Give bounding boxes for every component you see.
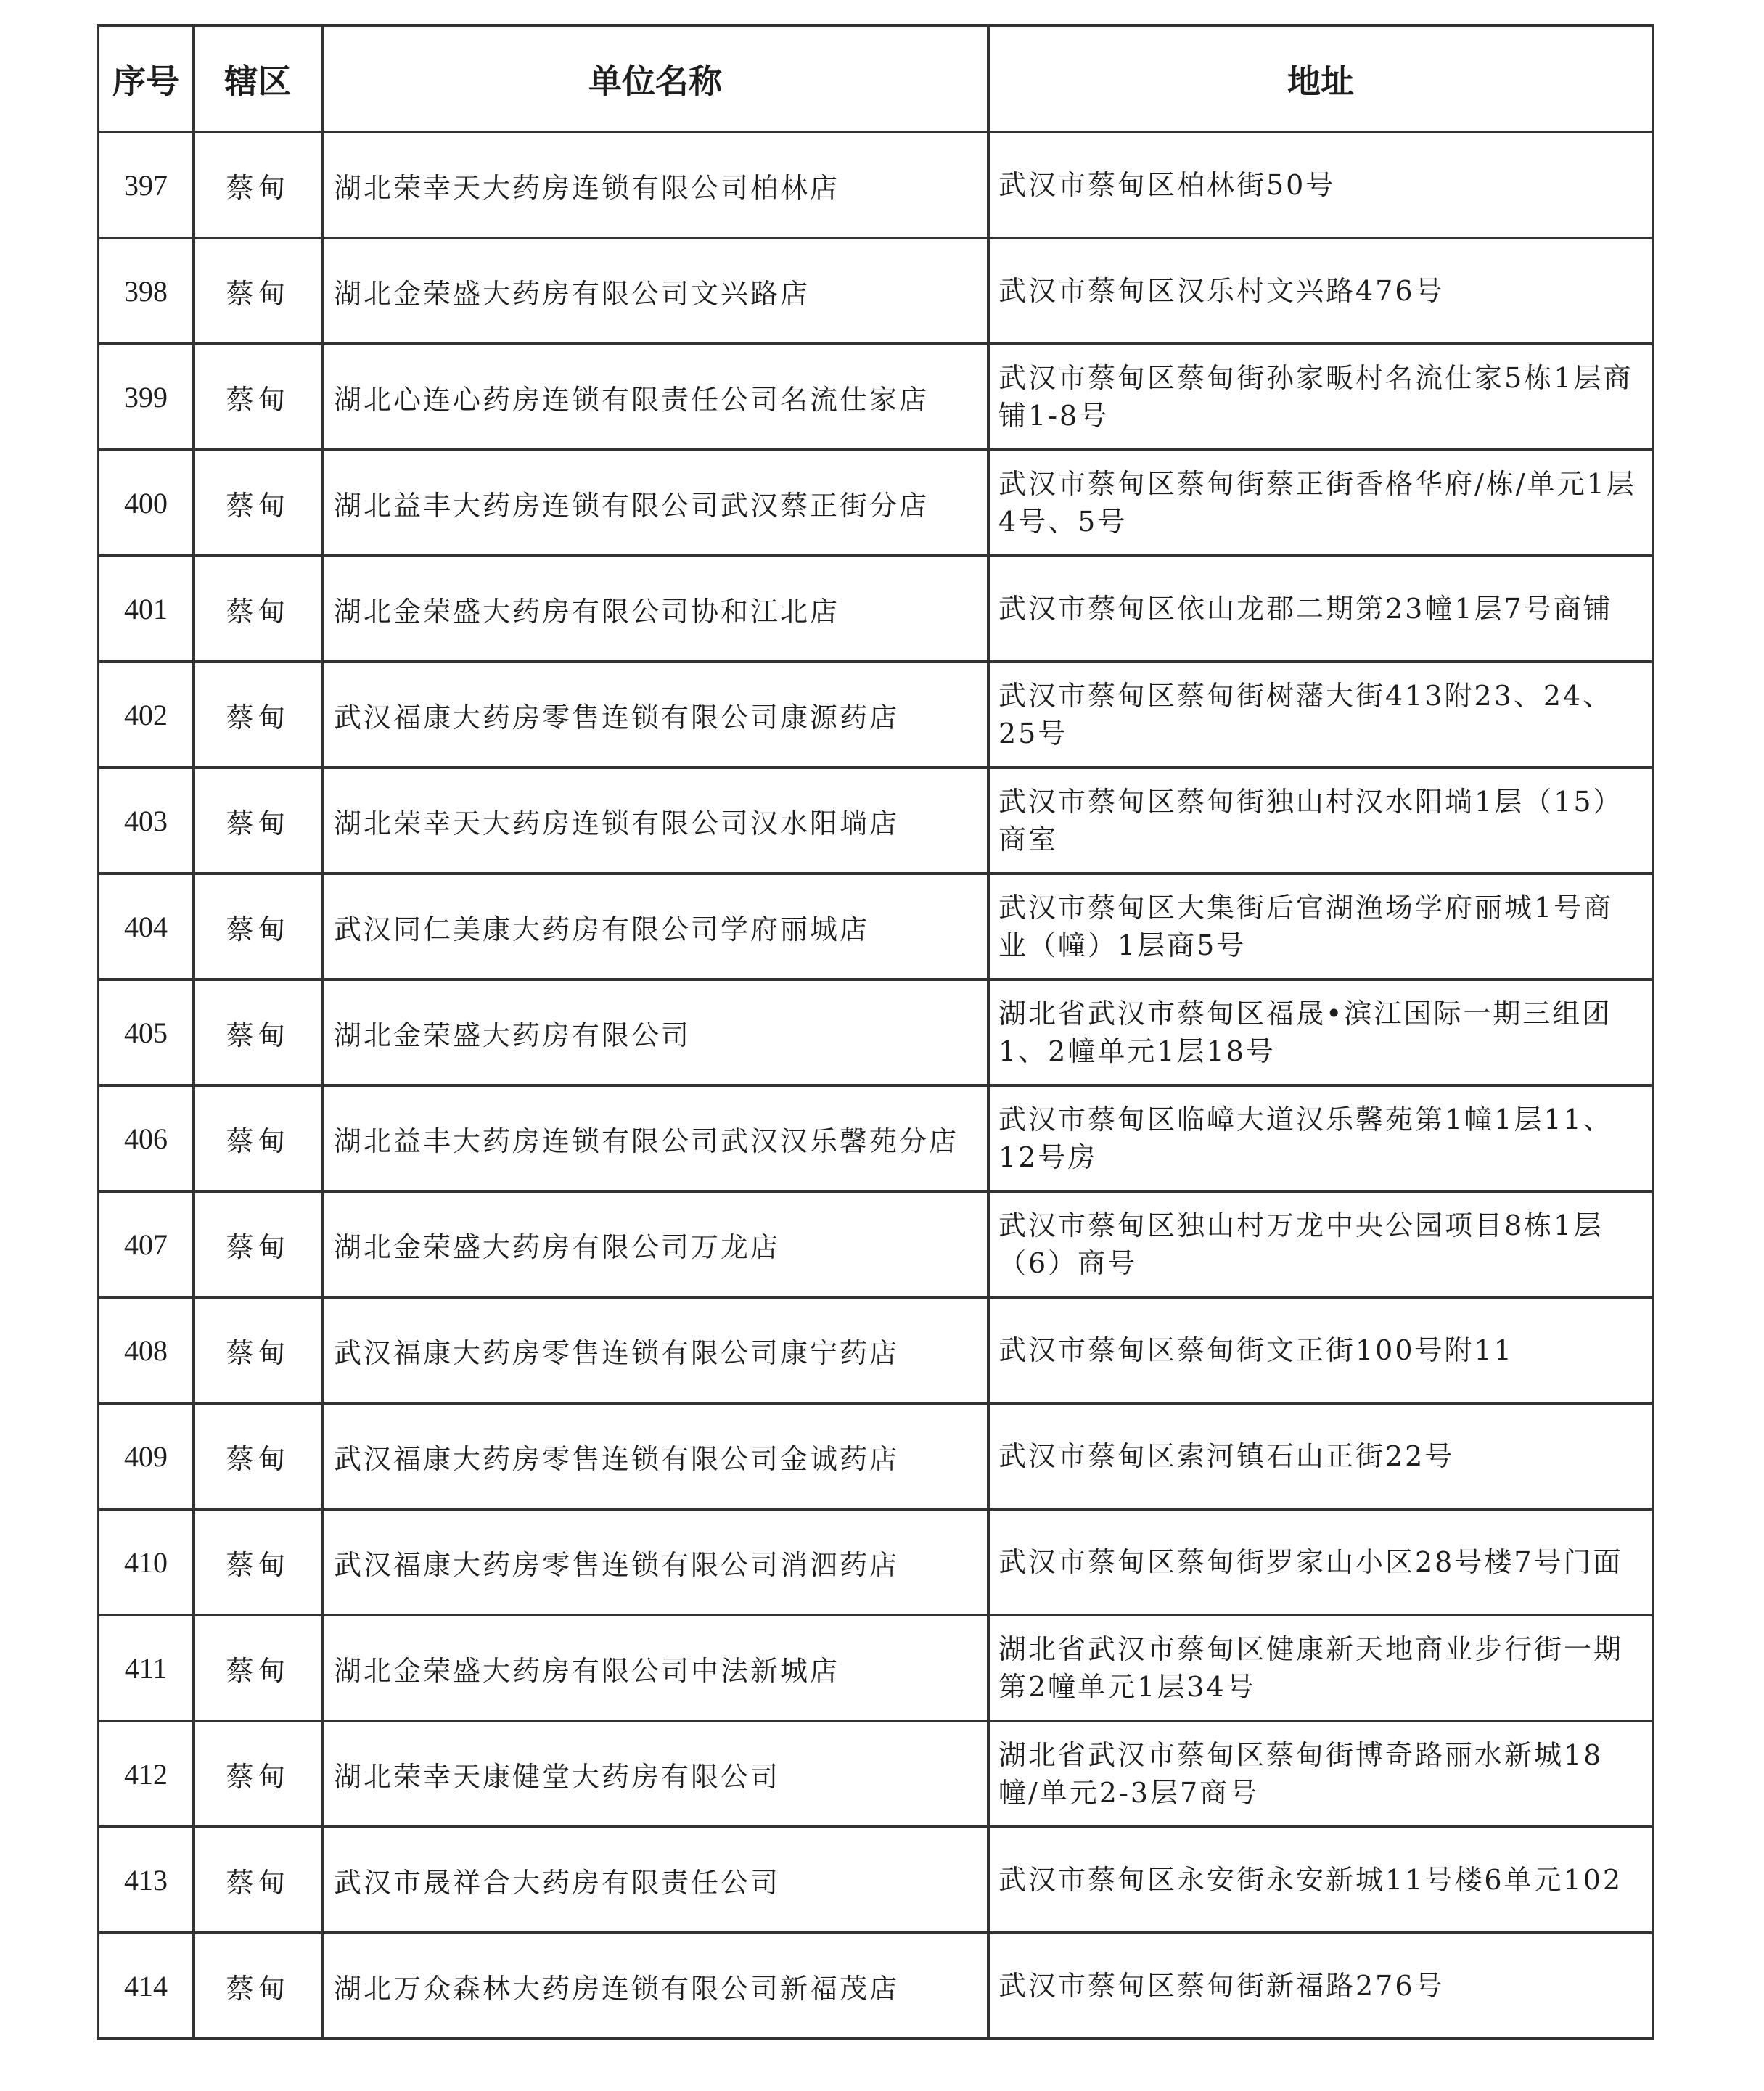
header-unit-name: 单位名称 xyxy=(322,25,988,132)
serial-number-cell: 397 xyxy=(98,132,194,238)
table-header xyxy=(98,25,1653,132)
address-cell: 武汉市蔡甸区蔡甸街新福路276号 xyxy=(988,1933,1653,2039)
address-cell: 武汉市蔡甸区独山村万龙中央公园项目8栋1层（6）商号 xyxy=(988,1191,1653,1297)
table-row xyxy=(98,662,1653,768)
table-row xyxy=(98,344,1653,450)
serial-number-cell: 399 xyxy=(98,344,194,450)
district-cell: 蔡甸 xyxy=(194,1403,322,1509)
serial-number-cell: 402 xyxy=(98,662,194,768)
address-cell: 武汉市蔡甸区蔡甸街孙家畈村名流仕家5栋1层商铺1-8号 xyxy=(988,344,1653,450)
address-cell: 湖北省武汉市蔡甸区福晟•滨江国际一期三组团1、2幢单元1层18号 xyxy=(988,979,1653,1085)
table-row xyxy=(98,768,1653,874)
address-cell: 湖北省武汉市蔡甸区健康新天地商业步行街一期第2幢单元1层34号 xyxy=(988,1615,1653,1721)
address-cell: 武汉市蔡甸区索河镇石山正街22号 xyxy=(988,1403,1653,1509)
district-cell: 蔡甸 xyxy=(194,768,322,874)
table-row xyxy=(98,874,1653,979)
district-cell: 蔡甸 xyxy=(194,1509,322,1615)
unit-name-cell: 湖北益丰大药房连锁有限公司武汉汉乐馨苑分店 xyxy=(322,1085,988,1191)
district-cell: 蔡甸 xyxy=(194,1721,322,1827)
address-cell: 武汉市蔡甸区汉乐村文兴路476号 xyxy=(988,238,1653,344)
address-cell: 武汉市蔡甸区永安街永安新城11号楼6单元102 xyxy=(988,1827,1653,1933)
table-row xyxy=(98,1085,1653,1191)
district-cell: 蔡甸 xyxy=(194,556,322,662)
table-row xyxy=(98,450,1653,556)
address-cell: 武汉市蔡甸区蔡甸街文正街100号附11 xyxy=(988,1297,1653,1403)
unit-name-cell: 武汉福康大药房零售连锁有限公司消泗药店 xyxy=(322,1509,988,1615)
table-row xyxy=(98,1191,1653,1297)
district-cell: 蔡甸 xyxy=(194,662,322,768)
table-row xyxy=(98,556,1653,662)
serial-number-cell: 401 xyxy=(98,556,194,662)
table-row xyxy=(98,1721,1653,1827)
unit-name-cell: 湖北荣幸天大药房连锁有限公司柏林店 xyxy=(322,132,988,238)
header-address: 地址 xyxy=(988,25,1653,132)
district-cell: 蔡甸 xyxy=(194,238,322,344)
unit-name-cell: 湖北万众森林大药房连锁有限公司新福茂店 xyxy=(322,1933,988,2039)
unit-name-cell: 湖北金荣盛大药房有限公司文兴路店 xyxy=(322,238,988,344)
address-cell: 武汉市蔡甸区蔡甸街蔡正街香格华府/栋/单元1层4号、5号 xyxy=(988,450,1653,556)
unit-name-cell: 湖北荣幸天康健堂大药房有限公司 xyxy=(322,1721,988,1827)
address-cell: 武汉市蔡甸区柏林街50号 xyxy=(988,132,1653,238)
table-row xyxy=(98,1615,1653,1721)
address-cell: 湖北省武汉市蔡甸区蔡甸街博奇路丽水新城18幢/单元2-3层7商号 xyxy=(988,1721,1653,1827)
district-cell: 蔡甸 xyxy=(194,1191,322,1297)
unit-name-cell: 湖北金荣盛大药房有限公司 xyxy=(322,979,988,1085)
table-row xyxy=(98,132,1653,238)
address-cell: 武汉市蔡甸区临嶂大道汉乐馨苑第1幢1层11、12号房 xyxy=(988,1085,1653,1191)
unit-name-cell: 湖北心连心药房连锁有限责任公司名流仕家店 xyxy=(322,344,988,450)
header-row xyxy=(98,25,1653,132)
table-row xyxy=(98,1933,1653,2039)
unit-name-cell: 武汉福康大药房零售连锁有限公司康宁药店 xyxy=(322,1297,988,1403)
unit-name-cell: 武汉同仁美康大药房有限公司学府丽城店 xyxy=(322,874,988,979)
serial-number-cell: 410 xyxy=(98,1509,194,1615)
header-district: 辖区 xyxy=(194,25,322,132)
address-cell: 武汉市蔡甸区蔡甸街独山村汉水阳埫1层（15）商室 xyxy=(988,768,1653,874)
serial-number-cell: 398 xyxy=(98,238,194,344)
address-cell: 武汉市蔡甸区蔡甸街罗家山小区28号楼7号门面 xyxy=(988,1509,1653,1615)
unit-name-cell: 湖北益丰大药房连锁有限公司武汉蔡正街分店 xyxy=(322,450,988,556)
address-cell: 武汉市蔡甸区大集街后官湖渔场学府丽城1号商业（幢）1层商5号 xyxy=(988,874,1653,979)
district-cell: 蔡甸 xyxy=(194,1085,322,1191)
unit-name-cell: 湖北金荣盛大药房有限公司中法新城店 xyxy=(322,1615,988,1721)
serial-number-cell: 409 xyxy=(98,1403,194,1509)
district-cell: 蔡甸 xyxy=(194,874,322,979)
header-serial-number: 序号 xyxy=(98,25,194,132)
serial-number-cell: 407 xyxy=(98,1191,194,1297)
district-cell: 蔡甸 xyxy=(194,450,322,556)
serial-number-cell: 412 xyxy=(98,1721,194,1827)
serial-number-cell: 400 xyxy=(98,450,194,556)
unit-name-cell: 武汉福康大药房零售连锁有限公司金诚药店 xyxy=(322,1403,988,1509)
district-cell: 蔡甸 xyxy=(194,1615,322,1721)
unit-name-cell: 湖北金荣盛大药房有限公司协和江北店 xyxy=(322,556,988,662)
table-row xyxy=(98,1403,1653,1509)
table-row xyxy=(98,238,1653,344)
table-row xyxy=(98,979,1653,1085)
table-body xyxy=(98,132,1653,2039)
district-cell: 蔡甸 xyxy=(194,1827,322,1933)
serial-number-cell: 411 xyxy=(98,1615,194,1721)
district-cell: 蔡甸 xyxy=(194,132,322,238)
unit-name-cell: 湖北金荣盛大药房有限公司万龙店 xyxy=(322,1191,988,1297)
serial-number-cell: 403 xyxy=(98,768,194,874)
table-row xyxy=(98,1509,1653,1615)
unit-name-cell: 湖北荣幸天大药房连锁有限公司汉水阳埫店 xyxy=(322,768,988,874)
serial-number-cell: 406 xyxy=(98,1085,194,1191)
serial-number-cell: 404 xyxy=(98,874,194,979)
unit-name-cell: 武汉福康大药房零售连锁有限公司康源药店 xyxy=(322,662,988,768)
district-cell: 蔡甸 xyxy=(194,979,322,1085)
district-cell: 蔡甸 xyxy=(194,344,322,450)
district-cell: 蔡甸 xyxy=(194,1297,322,1403)
serial-number-cell: 413 xyxy=(98,1827,194,1933)
address-cell: 武汉市蔡甸区依山龙郡二期第23幢1层7号商铺 xyxy=(988,556,1653,662)
table-row xyxy=(98,1827,1653,1933)
unit-name-cell: 武汉市晟祥合大药房有限责任公司 xyxy=(322,1827,988,1933)
serial-number-cell: 405 xyxy=(98,979,194,1085)
serial-number-cell: 414 xyxy=(98,1933,194,2039)
pharmacy-table xyxy=(97,24,1654,2040)
table-row xyxy=(98,1297,1653,1403)
address-cell: 武汉市蔡甸区蔡甸街树藩大街413附23、24、25号 xyxy=(988,662,1653,768)
serial-number-cell: 408 xyxy=(98,1297,194,1403)
district-cell: 蔡甸 xyxy=(194,1933,322,2039)
